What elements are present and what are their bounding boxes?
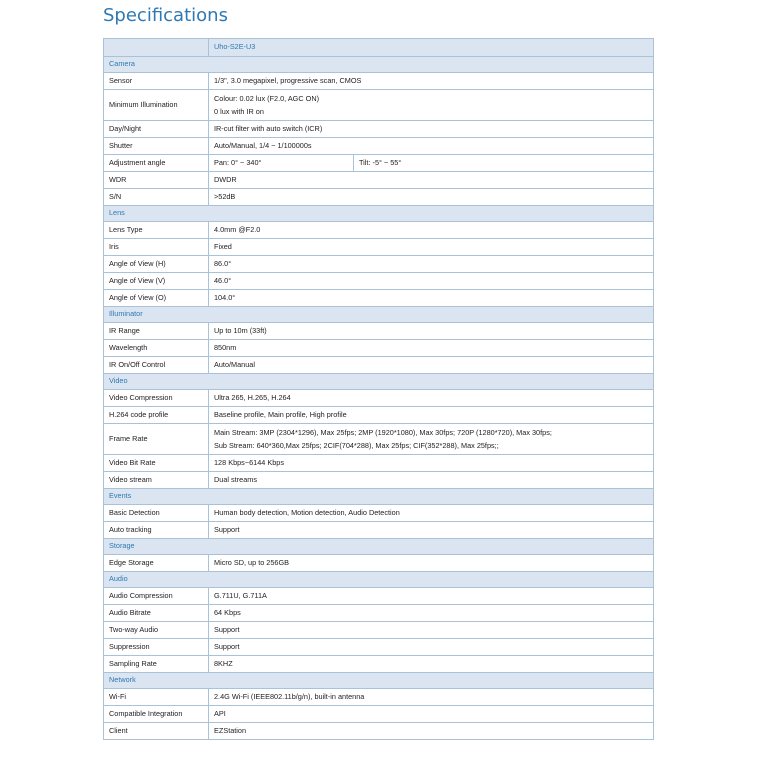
- spec-label: Iris: [104, 239, 209, 256]
- table-row: [104, 605, 654, 622]
- spec-label: Edge Storage: [104, 555, 209, 572]
- spec-value-line: 0 lux with IR on: [214, 107, 264, 116]
- table-row: [104, 138, 654, 155]
- table-row: [104, 323, 654, 340]
- spec-label: Sensor: [104, 73, 209, 90]
- spec-value: Fixed: [209, 239, 654, 256]
- spec-value: Human body detection, Motion detection, Audio Detection: [209, 505, 654, 522]
- spec-label: Day/Night: [104, 121, 209, 138]
- spec-value: IR-cut filter with auto switch (ICR): [209, 121, 654, 138]
- spec-label: Shutter: [104, 138, 209, 155]
- spec-value: 850nm: [209, 340, 654, 357]
- section-title: Camera: [104, 57, 654, 73]
- spec-label: Angle of View (H): [104, 256, 209, 273]
- section-header-camera: [104, 57, 654, 73]
- spec-value: 4.0mm @F2.0: [209, 222, 654, 239]
- spec-value-tilt: Tilt: -5° ~ 55°: [354, 155, 654, 172]
- table-row: [104, 639, 654, 656]
- spec-value: Up to 10m (33ft): [209, 323, 654, 340]
- table-row: [104, 505, 654, 522]
- page-title: Specifications: [103, 5, 228, 26]
- spec-label: Video Compression: [104, 390, 209, 407]
- section-header-audio: [104, 572, 654, 588]
- spec-label: Basic Detection: [104, 505, 209, 522]
- section-header-illuminator: [104, 307, 654, 323]
- spec-label: S/N: [104, 189, 209, 206]
- spec-label: Lens Type: [104, 222, 209, 239]
- spec-label: IR On/Off Control: [104, 357, 209, 374]
- spec-value: 46.0°: [209, 273, 654, 290]
- spec-label: Two-way Audio: [104, 622, 209, 639]
- section-header-video: [104, 374, 654, 390]
- table-row: [104, 588, 654, 605]
- table-row: [104, 357, 654, 374]
- spec-label: Client: [104, 723, 209, 740]
- table-row: [104, 222, 654, 239]
- section-title: Network: [104, 673, 654, 689]
- spec-label: Sampling Rate: [104, 656, 209, 673]
- spec-value-line: Sub Stream: 640*360,Max 25fps; 2CIF(704*288), Max 25fps; CIF(352*288), Max 25fps;;: [214, 441, 499, 450]
- table-row: [104, 689, 654, 706]
- model-header-row: [104, 39, 654, 57]
- table-row: [104, 455, 654, 472]
- table-row: [104, 172, 654, 189]
- section-title: Video: [104, 374, 654, 390]
- spec-value: DWDR: [209, 172, 654, 189]
- section-title: Audio: [104, 572, 654, 588]
- spec-label: Video Bit Rate: [104, 455, 209, 472]
- spec-label: Audio Bitrate: [104, 605, 209, 622]
- spec-value: 128 Kbps~6144 Kbps: [209, 455, 654, 472]
- section-title: Illuminator: [104, 307, 654, 323]
- spec-label: Suppression: [104, 639, 209, 656]
- spec-value-line: Main Stream: 3MP (2304*1296), Max 25fps; 2MP (1920*1080), Max 30fps; 720P (1280*720), Max 30fps;: [214, 428, 552, 437]
- spec-label: Angle of View (V): [104, 273, 209, 290]
- spec-label: Minimum Illumination: [104, 90, 209, 121]
- spec-value: Auto/Manual: [209, 357, 654, 374]
- table-row: [104, 522, 654, 539]
- spec-value: [209, 90, 654, 121]
- table-row: [104, 340, 654, 357]
- model-header-empty-cell: [104, 39, 209, 57]
- spec-value: Support: [209, 622, 654, 639]
- table-row: [104, 90, 654, 121]
- spec-value-line: Colour: 0.02 lux (F2.0, AGC ON): [214, 94, 320, 103]
- table-row: [104, 155, 654, 172]
- spec-value: [209, 424, 654, 455]
- section-title: Storage: [104, 539, 654, 555]
- specifications-table: [103, 38, 654, 740]
- spec-value: API: [209, 706, 654, 723]
- spec-value: Auto/Manual, 1/4 ~ 1/100000s: [209, 138, 654, 155]
- spec-value: Support: [209, 522, 654, 539]
- spec-value: 8KHZ: [209, 656, 654, 673]
- table-row: [104, 256, 654, 273]
- table-row: [104, 273, 654, 290]
- section-header-lens: [104, 206, 654, 222]
- table-row: [104, 407, 654, 424]
- spec-value: EZStation: [209, 723, 654, 740]
- spec-value: Support: [209, 639, 654, 656]
- model-name: Uho-S2E-U3: [209, 39, 654, 57]
- table-row: [104, 189, 654, 206]
- spec-value: Micro SD, up to 256GB: [209, 555, 654, 572]
- section-header-storage: [104, 539, 654, 555]
- section-header-events: [104, 489, 654, 505]
- spec-value: 2.4G Wi-Fi (IEEE802.11b/g/n), built-in antenna: [209, 689, 654, 706]
- spec-value: G.711U, G.711A: [209, 588, 654, 605]
- spec-label: Auto tracking: [104, 522, 209, 539]
- table-row: [104, 656, 654, 673]
- table-row: [104, 390, 654, 407]
- table-row: [104, 424, 654, 455]
- spec-value: 104.0°: [209, 290, 654, 307]
- table-row: [104, 73, 654, 90]
- section-title: Events: [104, 489, 654, 505]
- table-row: [104, 239, 654, 256]
- table-row: [104, 706, 654, 723]
- spec-value: 1/3", 3.0 megapixel, progressive scan, CMOS: [209, 73, 654, 90]
- spec-label: H.264 code profile: [104, 407, 209, 424]
- spec-label: Audio Compression: [104, 588, 209, 605]
- spec-value-pan: Pan: 0° ~ 340°: [209, 155, 354, 172]
- spec-label: Frame Rate: [104, 424, 209, 455]
- section-title: Lens: [104, 206, 654, 222]
- spec-value: Baseline profile, Main profile, High profile: [209, 407, 654, 424]
- table-row: [104, 290, 654, 307]
- spec-value: 64 Kbps: [209, 605, 654, 622]
- spec-label: WDR: [104, 172, 209, 189]
- spec-label: Compatible Integration: [104, 706, 209, 723]
- spec-value: Ultra 265, H.265, H.264: [209, 390, 654, 407]
- spec-value: Dual streams: [209, 472, 654, 489]
- table-row: [104, 472, 654, 489]
- spec-label: IR Range: [104, 323, 209, 340]
- spec-label: Wi-Fi: [104, 689, 209, 706]
- spec-label: Video stream: [104, 472, 209, 489]
- spec-label: Wavelength: [104, 340, 209, 357]
- spec-value: 86.0°: [209, 256, 654, 273]
- section-header-network: [104, 673, 654, 689]
- table-row: [104, 121, 654, 138]
- table-row: [104, 555, 654, 572]
- table-row: [104, 622, 654, 639]
- spec-label: Angle of View (O): [104, 290, 209, 307]
- spec-label: Adjustment angle: [104, 155, 209, 172]
- table-row: [104, 723, 654, 740]
- spec-value: >52dB: [209, 189, 654, 206]
